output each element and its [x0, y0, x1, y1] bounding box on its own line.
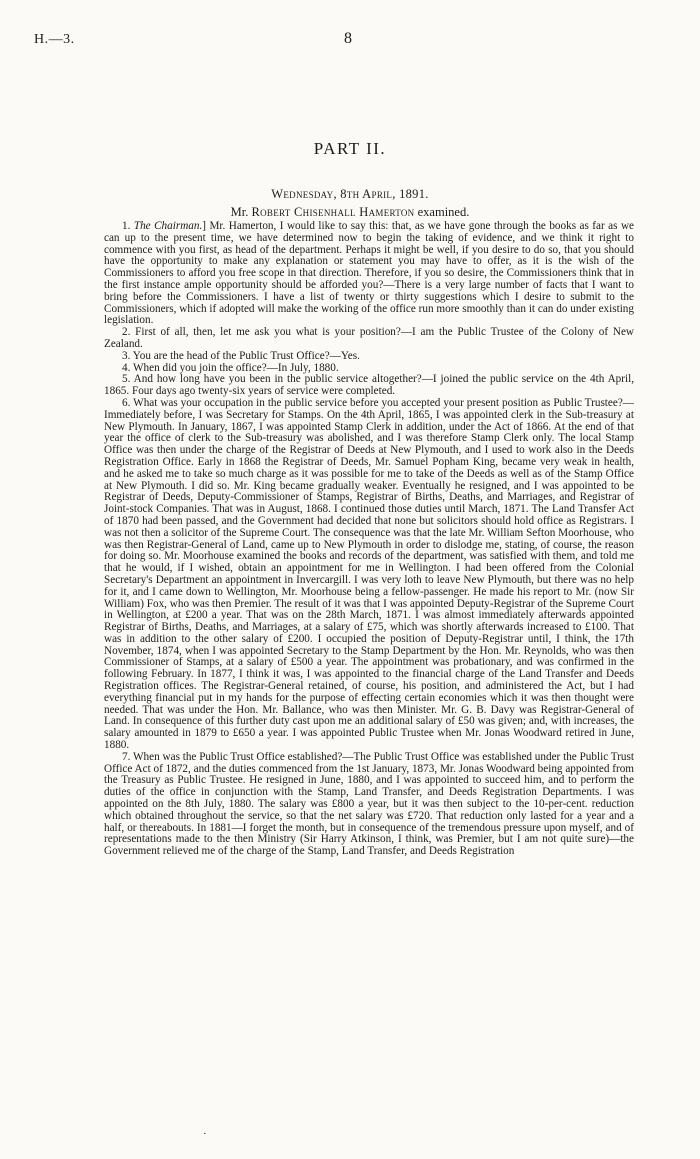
- speaker-name: The Chairman.: [133, 220, 203, 232]
- paragraph-text: 4. When did you join the office?—In July, 1880.: [122, 361, 339, 374]
- paragraph-text: 3. You are the head of the Public Trust Office?—Yes.: [122, 349, 360, 362]
- testimony-body: [104, 221, 634, 858]
- testimony-paragraph: 1. The Chairman.] Mr. Hamerton, I would like to say this: that, as we have gone through the books as far as we can up to the present time, we have determined now to begin the taking of evidence, and we think it right to commence with you first, as head of the department. Perhaps it might be well, if you desire to do so, that you should have the opportunity to make any explanation or statement you may have to offer, as it is the wish of the Commissioners to afford you free scope in that direction. Therefore, if you so desire, the Commissioners think that in the first instance ample opportunity should be afforded you?—There is a very large number of facts that I want to bring before the Commissioners. I have a list of twenty or thirty suggestions which I desire to submit to the Commissioners, which if adopted will make the working of the office run more smoothly than it can do under existing legislation.: [104, 220, 634, 327]
- examinee-prefix: Mr.: [230, 205, 249, 219]
- date-line: Wednesday, 8th April, 1891.: [271, 187, 429, 201]
- testimony-paragraph: [104, 374, 634, 398]
- examinee-suffix: examined.: [417, 205, 470, 219]
- testimony-paragraph: [104, 398, 634, 752]
- testimony-paragraph: [104, 752, 634, 858]
- page-number: 8: [344, 30, 352, 47]
- paragraph-text: 5. And how long have you been in the public service altogether?—I joined the public service on the 4th April, 1865. Four days ago twenty-six years of service were completed.: [104, 373, 634, 398]
- paragraph-text: 7. When was the Public Trust Office established?—The Public Trust Office was established under the Public Trust Office Act of 1872, and the duties commenced from the 1st January, 1873, Mr. Jonas Woodward being appointed from the Treasury as Public Trustee. He resigned in June, 1880, and I was appointed to succeed him, and to perform the duties of the office in conjunction with the Stamp, Land Transfer, and Deeds Registration Departments. I was appointed on the 8th July, 1880. The salary was £800 a year, but it was then subject to the 10-per-cent. reduction which obtained throughout the service, so that the net salary was £720. That reduction only lasted for a year and a half, or thereabouts. In 1881—I forget the month, but in consequence of the tremendous pressure upon myself, and of representations made to the then Ministry (Sir Harry Atkinson, I think, was Premier, but I am not quite sure)—the Government relieved me of the charge of the Stamp, Land Transfer, and Deeds Registration: [104, 750, 634, 858]
- part-title: PART II.: [313, 139, 387, 158]
- footer-mark: ·: [203, 1128, 207, 1140]
- examinee-name: Robert Chisenhall Hamerton: [251, 205, 415, 219]
- paragraph-text: 6. What was your occupation in the public service before you accepted your present position as Public Trustee?—Immediately before, I was Secretary for Stamps. On the 4th April, 1865, I was appointed clerk in the Sub-treasury at New Plymouth. In January, 1867, I was appointed Stamp Clerk in addition, under the Act of 1866. At the end of that year the office of clerk to the Sub-treasury was abolished, and I was therefore Stamp Clerk only. The local Stamp Office was then under the charge of the Registrar of Deeds at New Plymouth, and I used to work also in the Deeds Registration Office. Early in 1868 the Registrar of Deeds, Mr. Samuel Popham King, became very weak in health, and he asked me to take so much charge as it was possible for me to take of the Deeds as well as of the Stamp Office at New Plymouth. I did so. Mr. King became gradually weaker. Eventually he resigned, and I was appointed to be Registrar of Deeds, Deputy-Commissioner of Stamps, Registrar of Births, Deaths, and Marriages, and Registrar of Joint-stock Companies. That was in August, 1868. I continued those duties until March, 1871. The Land Transfer Act of 1870 had been passed, and the Government had decided that none but solicitors should hold office as Registrars. I was not then a solicitor of the Supreme Court. The consequence was that the late Mr. William Sefton Moorhouse, who was then Registrar-General of Land, came up to New Plymouth in order to dislodge me, stating, of course, the reason for doing so. Mr. Moorhouse examined the books and records of the department, was satisfied with them, and told me that he would, if I wished, obtain an appointment for me in Wellington. I had been offered from the Colonial Secretary's Department an appointment in Invercargill. I was very loth to leave New Plymouth, but there was no help for it, and I came down to Wellington, Mr. Moorhouse being a fellow-passenger. He made his report to Mr. (now Sir William) Fox, who was then Premier. The result of it was that I was appointed Deputy-Registrar of the Supreme Court in Wellington, at £200 a year. That was on the 28th March, 1871. I was almost immediately afterwards appointed Registrar of Births, Deaths, and Marriages, at a salary of £75, which was shortly afterwards increased to £100. That was in addition to the other salary of £200. I occupied the position of Deputy-Registrar until, I think, the 17th November, 1874, when I was appointed Secretary to the Stamp Department by the Hon. Mr. Reynolds, who was then Commissioner of Stamps, at a salary of £500 a year. The appointment was probationary, and was confirmed in the following February. In 1877, I think it was, I was appointed to the financial charge of the Land Transfer and Deeds Registration offices. The Registrar-General retained, of course, his position, and administered the Act, but I had everything financial put in my hands for the purpose of effecting certain economies which it was then thought were needed. That was under the Hon. Mr. Ballance, who was then Minister. Mr. G. B. Davy was Registrar-General of Land. In consequence of this further duty cast upon me an additional salary of £50 was given; and, with increases, the salary amounted in 1879 to £650 a year. I was appointed Public Trustee when Mr. Jonas Woodward retired in June, 1880.: [104, 396, 634, 752]
- paragraph-text: 2. First of all, then, let me ask you what is your position?—I am the Public Trustee of the Colony of New Zealand.: [104, 326, 634, 350]
- examinee-line: [0, 205, 700, 220]
- testimony-paragraph: [104, 327, 634, 351]
- paragraph-text: ] Mr. Hamerton, I would like to say this: that, as we have gone through the books as far as we can up to the present time, we have determined now to begin the taking of evidence, and we think it right to commence with you first, as head of the department. Perhaps it might be well, if you desire to do so, that you should have the opportunity to make any explanation or statement you may have to offer, as it is the wish of the Commissioners to afford you free scope in that direction. Therefore, if you so desire, the Commissioners think that in the first instance ample opportunity should be afforded you?—There is a very large number of facts that I want to bring before the Commissioners. I have a list of twenty or thirty suggestions which I desire to submit to the Commissioners, which if adopted will make the working of the office run more smoothly than it can do under existing legislation.: [104, 220, 634, 327]
- document-reference: H.—3.: [34, 32, 75, 47]
